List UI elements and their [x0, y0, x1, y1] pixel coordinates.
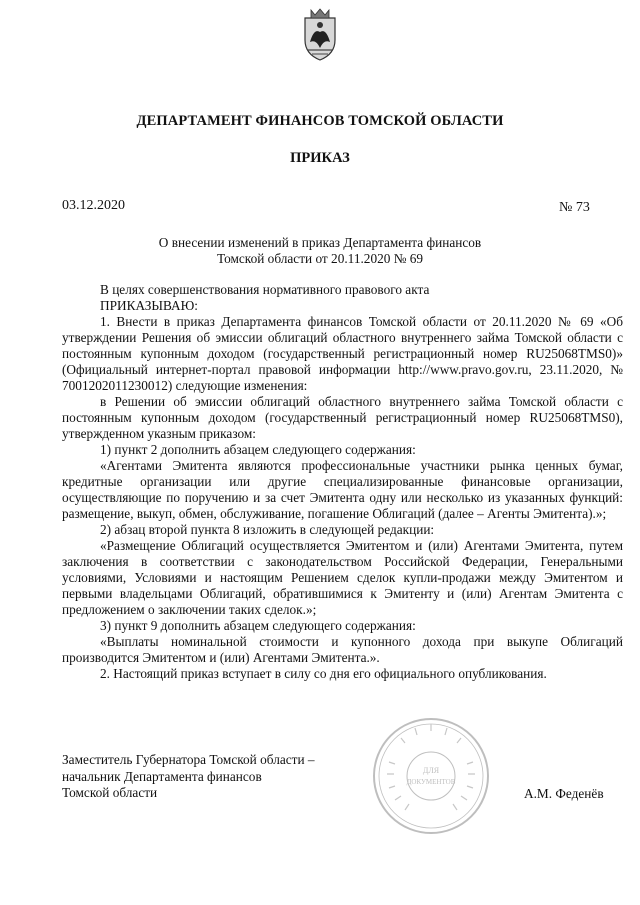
svg-text:ДЛЯ: ДЛЯ — [422, 766, 440, 775]
paragraph: ПРИКАЗЫВАЮ: — [100, 298, 198, 313]
department-title: ДЕПАРТАМЕНТ ФИНАНСОВ ТОМСКОЙ ОБЛАСТИ — [136, 113, 504, 129]
svg-text:ДОКУМЕНТОВ: ДОКУМЕНТОВ — [406, 778, 456, 786]
paragraph: «Размещение Облигаций осуществляется Эмитентом и (или) Агентами Эмитента, путем заключения в соответствии с законодательством Российской Федерации, Генеральными условиями, Условиями и настоящим Решением сделок купли-продажи между Эмитентом и первыми владельцами Облигаций, обратившимися к Эмитенту и (или) Агентам Эмитента с предложением о заключении таких сделок.»; — [62, 538, 623, 617]
paragraph: «Агентами Эмитента являются профессиональные участники рынка ценных бумаг, кредитные организации или другие специализированные финансовые организации, осуществляющие по поручению и за счет Эмитента одну или несколько из указанных функций: размещение, выкуп, обмен, обслуживание, погашение Облигаций (далее – Агенты Эмитента).»; — [62, 458, 623, 521]
document-date: 03.12.2020 — [62, 198, 125, 213]
signature-block — [62, 752, 315, 802]
paragraph: «Выплаты номинальной стоимости и купонного дохода при выкупе Облигаций производится Эмитентом и (или) Агентами Эмитента.». — [62, 634, 623, 665]
paragraph: В целях совершенствования нормативного правового акта — [100, 282, 430, 297]
paragraph: 1. Внести в приказ Департамента финансов Томской области от 20.11.2020 № 69 «Об утверждении Решения об эмиссии облигаций областного внутреннего займа Томской области с постоянным купонным доходом (государственный регистрационный номер RU25068TMS0)» (Официальный интернет-портал правовой информации http://www.pravo.gov.ru, 23.11.2020, № 7001202011230012) следующие изменения: — [62, 314, 623, 393]
signer-position: Заместитель Губернатора Томской области – — [62, 752, 315, 767]
subject-line: Томской области от 20.11.2020 № 69 — [216, 251, 424, 266]
signer-position: Томской области — [62, 785, 158, 800]
document-type: ПРИКАЗ — [290, 150, 350, 166]
coat-of-arms-icon — [296, 6, 344, 62]
document-subject — [0, 235, 640, 267]
document-body — [62, 282, 623, 682]
document-number: № 73 — [559, 200, 590, 215]
paragraph: 2. Настоящий приказ вступает в силу со дня его официального опубликования. — [100, 666, 547, 681]
paragraph: 3) пункт 9 дополнить абзацем следующего содержания: — [100, 618, 416, 633]
signer-name: А.М. Феденёв — [524, 786, 604, 801]
signer-position: начальник Департамента финансов — [62, 768, 262, 784]
paragraph: 1) пункт 2 дополнить абзацем следующего содержания: — [100, 442, 416, 457]
official-seal-icon — [371, 716, 491, 836]
subject-line: О внесении изменений в приказ Департамента финансов — [158, 235, 482, 250]
paragraph: 2) абзац второй пункта 8 изложить в следующей редакции: — [100, 522, 435, 537]
paragraph: в Решении об эмиссии облигаций областного внутреннего займа Томской области с постоянным купонным доходом (государственный регистрационный номер RU25068TMS0), утвержденном указным приказом: — [62, 394, 623, 441]
